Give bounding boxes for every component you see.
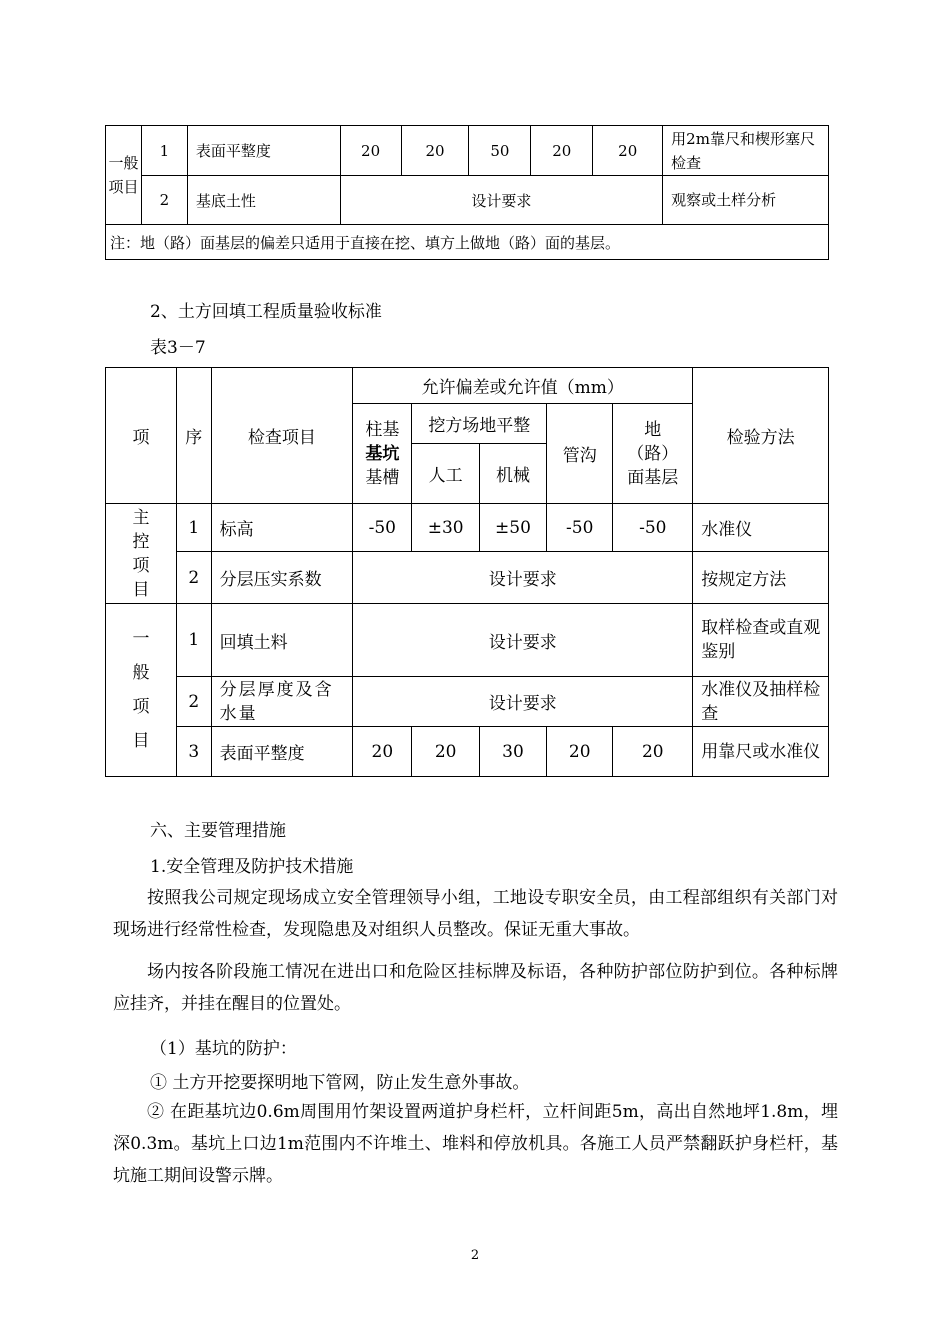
paragraph: 场内按各阶段施工情况在进出口和危险区挂标牌及标语，各种防护部位防护到位。各种标牌应挂齐，并挂在醒目的位置处。 bbox=[113, 962, 838, 1014]
list-item: ② 在距基坑边0.6m周围用竹架设置两道护身栏杆，立杆间距5m，高出自然地坪1.8m，埋深0.3m。基坑上口边1m范围内不许堆土、堆料和停放机具。各施工人员严禁翻跃护身栏杆，基坑施工期间设警示牌。 bbox=[113, 1102, 838, 1186]
header-manual: 人工 bbox=[412, 444, 479, 504]
row-item: 分层厚度及含水量 bbox=[211, 677, 353, 727]
list-item: ① 土方开挖要探明地下管网，防止发生意外事故。 bbox=[150, 1073, 530, 1093]
header-item: 项 bbox=[106, 368, 177, 504]
section-heading-6: 六、主要管理措施 bbox=[150, 821, 286, 841]
merged-value: 设计要求 bbox=[353, 552, 693, 604]
row-no: 1 bbox=[176, 504, 211, 552]
row-no: 2 bbox=[176, 552, 211, 604]
value-cell: 20 bbox=[412, 727, 479, 777]
header-tolerance: 允许偏差或允许值（mm） bbox=[353, 368, 693, 404]
value-cell: 20 bbox=[547, 727, 613, 777]
method-cell: 取样检查或直观鉴别 bbox=[693, 604, 829, 677]
row-no: 2 bbox=[141, 176, 187, 225]
merged-value: 设计要求 bbox=[340, 176, 663, 225]
row-item: 标高 bbox=[211, 504, 353, 552]
value-cell: 20 bbox=[353, 727, 412, 777]
header-no: 序 bbox=[176, 368, 211, 504]
table-caption: 表3－7 bbox=[150, 338, 206, 358]
merged-value: 设计要求 bbox=[353, 677, 693, 727]
table-2 bbox=[105, 367, 829, 777]
value-cell: 30 bbox=[479, 727, 546, 777]
value-cell: ±30 bbox=[412, 504, 479, 552]
header-check: 检查项目 bbox=[211, 368, 353, 504]
header-site: 挖方场地平整 bbox=[412, 404, 547, 444]
value-cell: -50 bbox=[613, 504, 693, 552]
header-pit-pre: 柱基 bbox=[365, 419, 400, 440]
row-no: 1 bbox=[176, 604, 211, 677]
header-pit bbox=[353, 404, 412, 504]
main-label: 主控项目 bbox=[106, 504, 177, 604]
value-cell: ±50 bbox=[479, 504, 546, 552]
header-road: 地（路）面基层 bbox=[613, 404, 693, 504]
header-pit-post: 基槽 bbox=[365, 467, 400, 488]
method-cell: 水准仪 bbox=[693, 504, 829, 552]
method-cell: 用2m靠尺和楔形塞尺检查 bbox=[663, 126, 829, 176]
row-item: 分层压实系数 bbox=[211, 552, 353, 604]
row-item: 表面平整度 bbox=[187, 126, 340, 176]
row-no: 1 bbox=[141, 126, 187, 176]
header-machine: 机械 bbox=[479, 444, 546, 504]
merged-value: 设计要求 bbox=[353, 604, 693, 677]
page-number: 2 bbox=[470, 1248, 480, 1263]
table-1 bbox=[105, 125, 829, 260]
general-label: 一般项目 bbox=[106, 604, 177, 777]
header-method: 检验方法 bbox=[693, 368, 829, 504]
row-item: 基底土性 bbox=[187, 176, 340, 225]
table-note: 注：地（路）面基层的偏差只适用于直接在挖、填方上做地（路）面的基层。 bbox=[106, 225, 829, 260]
header-pit-bold: 基坑 bbox=[365, 443, 400, 464]
group-label: 一般项目 bbox=[106, 126, 142, 225]
value-cell: 50 bbox=[469, 126, 531, 176]
value-cell: -50 bbox=[547, 504, 613, 552]
method-cell: 观察或土样分析 bbox=[663, 176, 829, 225]
method-cell: 按规定方法 bbox=[693, 552, 829, 604]
list-heading: （1）基坑的防护： bbox=[150, 1039, 297, 1059]
row-item: 表面平整度 bbox=[211, 727, 353, 777]
value-cell: 20 bbox=[613, 727, 693, 777]
paragraph: 按照我公司规定现场成立安全管理领导小组，工地设专职安全员，由工程部组织有关部门对现场进行经常性检查，发现隐患及对组织人员整改。保证无重大事故。 bbox=[113, 888, 838, 940]
subsection-heading: 1.安全管理及防护技术措施 bbox=[150, 857, 354, 877]
method-cell: 水准仪及抽样检查 bbox=[693, 677, 829, 727]
value-cell: 20 bbox=[401, 126, 469, 176]
row-no: 2 bbox=[176, 677, 211, 727]
row-item: 回填土料 bbox=[211, 604, 353, 677]
value-cell: 20 bbox=[340, 126, 401, 176]
value-cell: -50 bbox=[353, 504, 412, 552]
row-no: 3 bbox=[176, 727, 211, 777]
method-cell: 用靠尺或水准仪 bbox=[693, 727, 829, 777]
header-pipe: 管沟 bbox=[547, 404, 613, 504]
value-cell: 20 bbox=[531, 126, 593, 176]
section-heading: 2、土方回填工程质量验收标准 bbox=[150, 302, 382, 322]
value-cell: 20 bbox=[593, 126, 663, 176]
